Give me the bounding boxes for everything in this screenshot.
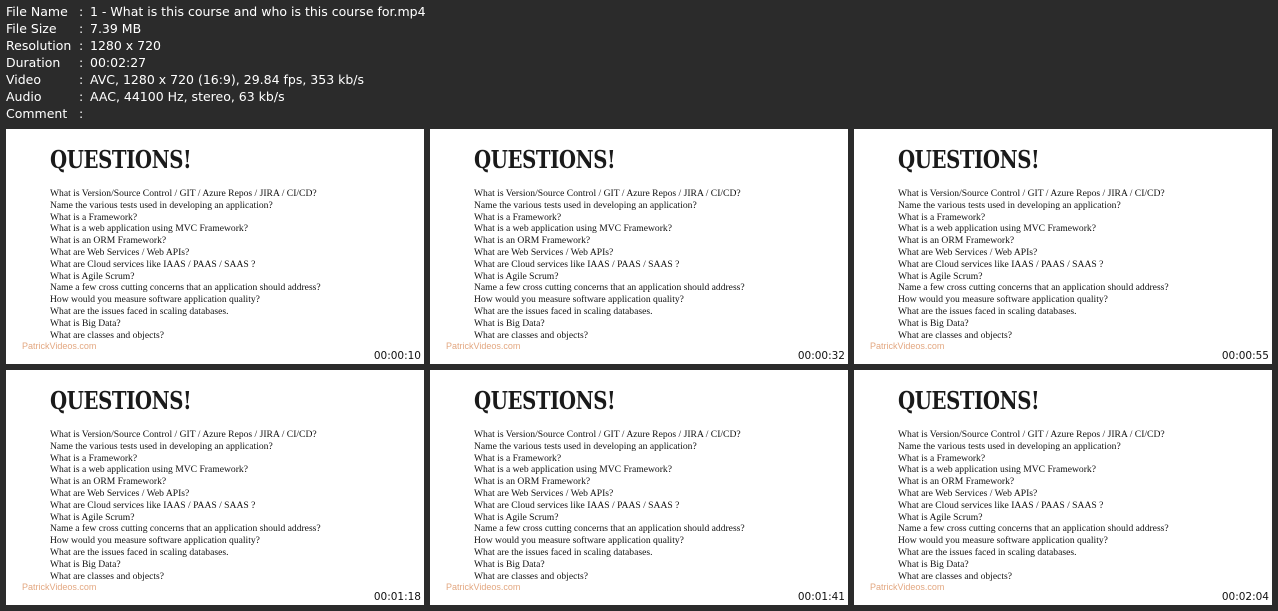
question-item: What are the issues faced in scaling databases.	[898, 305, 1077, 317]
question-item: How would you measure software application quality?	[898, 535, 1108, 547]
question-item: What are Web Services / Web APIs?	[898, 246, 1038, 258]
question-item: What is Agile Scrum?	[898, 270, 983, 282]
question-item: Name the various tests used in developing an application?	[50, 199, 273, 211]
question-list	[474, 188, 745, 341]
question-item: What is Agile Scrum?	[50, 511, 135, 523]
question-item: What is an ORM Framework?	[50, 235, 167, 247]
question-item: What are the issues faced in scaling databases.	[50, 305, 229, 317]
file-info-key: File Size	[6, 21, 57, 36]
slide-title: QUESTIONS!	[898, 386, 1040, 415]
question-item: What is a web application using MVC Framework?	[474, 464, 672, 476]
question-list	[898, 429, 1169, 582]
question-item: Name the various tests used in developing an application?	[474, 199, 697, 211]
watermark-text: PatrickVideos.com	[870, 341, 945, 351]
file-info-value: 1 - What is this course and who is this course for.mp4	[90, 4, 426, 19]
question-item: What are the issues faced in scaling databases.	[898, 546, 1077, 558]
file-info-value: 7.39 MB	[90, 21, 142, 36]
file-info-separator: :	[79, 38, 84, 53]
question-item: What is a Framework?	[474, 452, 562, 464]
question-list	[50, 188, 321, 341]
file-info-key: Resolution	[6, 38, 72, 53]
question-item: What are Cloud services like IAAS / PAAS / SAAS ?	[474, 499, 680, 511]
question-item: What is Big Data?	[474, 317, 545, 329]
question-item: What is an ORM Framework?	[50, 476, 167, 488]
question-list	[898, 188, 1169, 341]
question-item: What are the issues faced in scaling databases.	[474, 546, 653, 558]
question-item: What is an ORM Framework?	[898, 476, 1015, 488]
question-item: How would you measure software application quality?	[474, 535, 684, 547]
video-thumbnail[interactable]	[6, 129, 424, 364]
file-info-key: Audio	[6, 89, 42, 104]
video-thumbnail[interactable]	[854, 129, 1272, 364]
question-item: What is a web application using MVC Framework?	[898, 464, 1096, 476]
watermark-text: PatrickVideos.com	[870, 582, 945, 592]
question-item: What is Big Data?	[50, 317, 121, 329]
question-item: What is a web application using MVC Framework?	[474, 223, 672, 235]
slide-title: QUESTIONS!	[474, 145, 616, 174]
question-item: What is Big Data?	[474, 558, 545, 570]
video-thumbnail[interactable]	[6, 370, 424, 605]
question-item: What is an ORM Framework?	[474, 476, 591, 488]
question-item: What is Version/Source Control / GIT / Azure Repos / JIRA / CI/CD?	[50, 429, 317, 440]
question-item: Name a few cross cutting concerns that an application should address?	[50, 523, 321, 535]
question-item: What is Version/Source Control / GIT / Azure Repos / JIRA / CI/CD?	[898, 429, 1165, 440]
watermark-text: PatrickVideos.com	[22, 582, 97, 592]
question-item: What is Agile Scrum?	[474, 270, 559, 282]
question-item: How would you measure software application quality?	[898, 294, 1108, 306]
file-info-separator: :	[79, 89, 84, 104]
question-item: How would you measure software application quality?	[50, 294, 260, 306]
question-item: How would you measure software application quality?	[474, 294, 684, 306]
thumbnail-timestamp: 00:02:04	[1221, 591, 1269, 603]
thumbnail-timestamp: 00:01:18	[373, 591, 421, 603]
video-thumbnail[interactable]	[430, 129, 848, 364]
question-item: Name a few cross cutting concerns that an application should address?	[474, 282, 745, 294]
question-item: What are Web Services / Web APIs?	[898, 487, 1038, 499]
slide-title: QUESTIONS!	[50, 145, 192, 174]
slide-title: QUESTIONS!	[50, 386, 192, 415]
question-item: Name the various tests used in developing an application?	[50, 440, 273, 452]
thumbnail-timestamp: 00:00:10	[373, 350, 421, 362]
file-info-separator: :	[79, 4, 84, 19]
question-item: What are Cloud services like IAAS / PAAS / SAAS ?	[898, 499, 1104, 511]
slide-title: QUESTIONS!	[474, 386, 616, 415]
question-item: How would you measure software application quality?	[50, 535, 260, 547]
question-item: What is Version/Source Control / GIT / Azure Repos / JIRA / CI/CD?	[474, 429, 741, 440]
video-thumbnail[interactable]	[430, 370, 848, 605]
question-item: What is Agile Scrum?	[50, 270, 135, 282]
watermark-text: PatrickVideos.com	[22, 341, 97, 351]
question-item: What is Version/Source Control / GIT / Azure Repos / JIRA / CI/CD?	[50, 188, 317, 199]
file-info-value: AVC, 1280 x 720 (16:9), 29.84 fps, 353 kb/s	[90, 72, 365, 87]
question-item: What is a Framework?	[50, 211, 138, 223]
question-item: What is an ORM Framework?	[474, 235, 591, 247]
question-item: What is a web application using MVC Framework?	[898, 223, 1096, 235]
question-item: What are Cloud services like IAAS / PAAS / SAAS ?	[474, 258, 680, 270]
question-item: Name the various tests used in developing an application?	[474, 440, 697, 452]
question-item: What is Big Data?	[898, 317, 969, 329]
thumbnail-timestamp: 00:00:55	[1221, 350, 1269, 362]
question-item: What is a Framework?	[898, 452, 986, 464]
question-item: Name the various tests used in developing an application?	[898, 440, 1121, 452]
question-item: Name a few cross cutting concerns that an application should address?	[474, 523, 745, 535]
question-item: What is Big Data?	[50, 558, 121, 570]
question-item: What is a Framework?	[898, 211, 986, 223]
question-item: Name the various tests used in developing an application?	[898, 199, 1121, 211]
file-info-separator: :	[79, 55, 84, 70]
question-list	[50, 429, 321, 582]
question-item: What are classes and objects?	[898, 329, 1013, 341]
file-info-value: AAC, 44100 Hz, stereo, 63 kb/s	[90, 89, 285, 104]
question-item: What are the issues faced in scaling databases.	[474, 305, 653, 317]
file-info-value: 1280 x 720	[90, 38, 162, 53]
question-list	[474, 429, 745, 582]
question-item: What is Version/Source Control / GIT / Azure Repos / JIRA / CI/CD?	[474, 188, 741, 199]
question-item: What are Cloud services like IAAS / PAAS / SAAS ?	[50, 258, 256, 270]
file-info-separator: :	[79, 72, 84, 87]
file-info-separator: :	[79, 21, 84, 36]
watermark-text: PatrickVideos.com	[446, 341, 521, 351]
thumbnail-timestamp: 00:01:41	[797, 591, 845, 603]
question-item: What are Web Services / Web APIs?	[50, 487, 190, 499]
question-item: What are Cloud services like IAAS / PAAS / SAAS ?	[898, 258, 1104, 270]
question-item: What are the issues faced in scaling databases.	[50, 546, 229, 558]
question-item: What are classes and objects?	[50, 570, 165, 582]
question-item: What are classes and objects?	[474, 570, 589, 582]
question-item: What is Agile Scrum?	[474, 511, 559, 523]
question-item: What is a web application using MVC Framework?	[50, 223, 248, 235]
question-item: What are classes and objects?	[474, 329, 589, 341]
question-item: Name a few cross cutting concerns that an application should address?	[50, 282, 321, 294]
file-info-separator: :	[79, 106, 84, 121]
question-item: What are classes and objects?	[50, 329, 165, 341]
question-item: What is Big Data?	[898, 558, 969, 570]
file-info-key: Video	[6, 72, 42, 87]
question-item: What are Web Services / Web APIs?	[474, 487, 614, 499]
question-item: What is Agile Scrum?	[898, 511, 983, 523]
file-info-key: File Name	[6, 4, 68, 19]
question-item: What is Version/Source Control / GIT / Azure Repos / JIRA / CI/CD?	[898, 188, 1165, 199]
question-item: What are Web Services / Web APIs?	[50, 246, 190, 258]
question-item: What is a Framework?	[474, 211, 562, 223]
file-info-key: Comment	[6, 106, 68, 121]
question-item: What is a Framework?	[50, 452, 138, 464]
thumbnail-timestamp: 00:00:32	[797, 350, 845, 362]
question-item: Name a few cross cutting concerns that an application should address?	[898, 523, 1169, 535]
video-thumbnail[interactable]	[854, 370, 1272, 605]
file-info-key: Duration	[6, 55, 61, 70]
question-item: What is a web application using MVC Framework?	[50, 464, 248, 476]
question-item: What are classes and objects?	[898, 570, 1013, 582]
slide-title: QUESTIONS!	[898, 145, 1040, 174]
question-item: Name a few cross cutting concerns that an application should address?	[898, 282, 1169, 294]
question-item: What are Cloud services like IAAS / PAAS / SAAS ?	[50, 499, 256, 511]
file-info-value: 00:02:27	[90, 55, 147, 70]
watermark-text: PatrickVideos.com	[446, 582, 521, 592]
question-item: What are Web Services / Web APIs?	[474, 246, 614, 258]
question-item: What is an ORM Framework?	[898, 235, 1015, 247]
